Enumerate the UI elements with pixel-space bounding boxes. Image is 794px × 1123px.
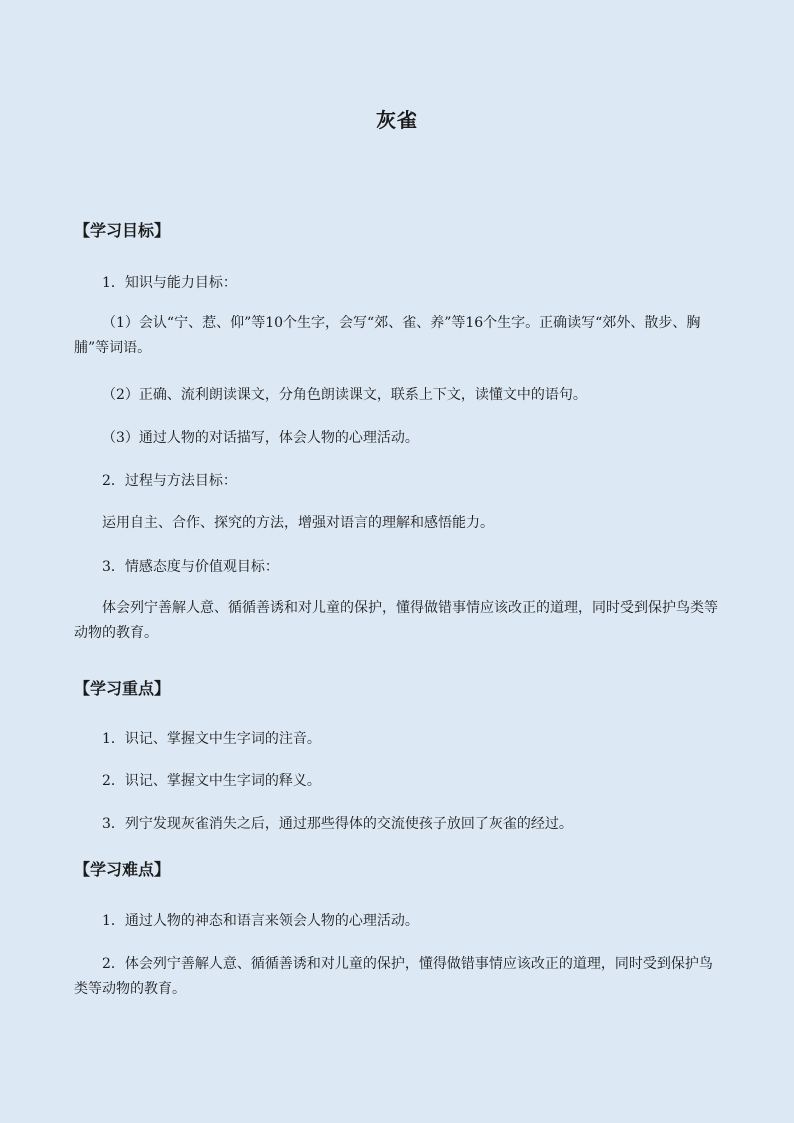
difficulties-paragraph-2: 2．体会列宁善解人意、循循善诱和对儿童的保护，懂得做错事情应该改正的道理，同时受到保护鸟类等动物的教育。 (74, 956, 713, 997)
section-heading-key-points: 【学习重点】 (74, 679, 171, 698)
difficulties-paragraph-1: 1．通过人物的神态和语言来领会人物的心理活动。 (102, 913, 419, 929)
objectives-paragraph-5: 2．过程与方法目标： (102, 473, 237, 489)
key-points-paragraph-3: 3．列宁发现灰雀消失之后，通过那些得体的交流使孩子放回了灰雀的经过。 (102, 816, 573, 832)
key-points-paragraph-2: 2．识记、掌握文中生字词的释义。 (102, 773, 321, 789)
objectives-paragraph-8: 体会列宁善解人意、循循善诱和对儿童的保护，懂得做错事情应该改正的道理，同时受到保护鸟类等动物的教育。 (74, 600, 718, 641)
objectives-paragraph-4: （3）通过人物的对话描写，体会人物的心理活动。 (102, 430, 419, 446)
objectives-paragraph-2: （1）会认“宁、惹、仰”等10个生字，会写“郊、雀、养”等16个生字。正确读写“郊外、散步、胸脯”等词语。 (74, 315, 701, 356)
objectives-paragraph-7: 3．情感态度与价值观目标： (102, 559, 279, 575)
document-title: 灰雀 (376, 108, 418, 132)
key-points-paragraph-1: 1．识记、掌握文中生字词的注音。 (102, 731, 321, 747)
section-heading-difficulties: 【学习难点】 (74, 860, 171, 879)
objectives-paragraph-3: （2）正确、流利朗读课文，分角色朗读课文，联系上下文，读懂文中的语句。 (102, 387, 587, 403)
objectives-paragraph-6: 运用自主、合作、探究的方法，增强对语言的理解和感悟能力。 (102, 515, 494, 531)
section-heading-objectives: 【学习目标】 (74, 221, 171, 240)
objectives-paragraph-1: 1．知识与能力目标： (102, 275, 237, 291)
